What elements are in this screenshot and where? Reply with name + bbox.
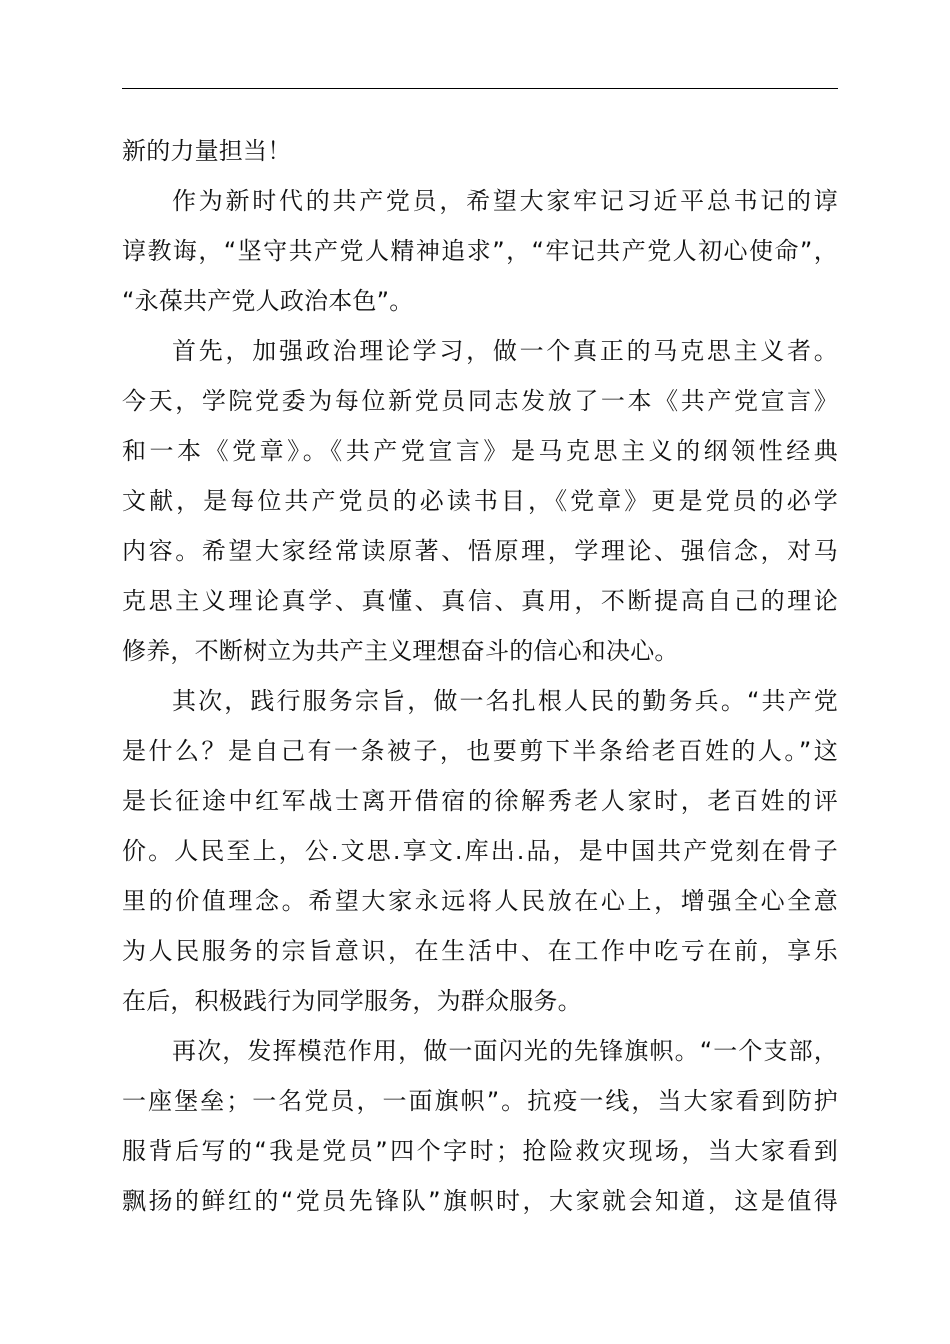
text-line: 一座堡垒；一名党员，一面旗帜”。抗疫一线，当大家看到防护 (122, 1087, 838, 1115)
text-line: 是长征途中红军战士离开借宿的徐解秀老人家时，老百姓的评 (122, 787, 838, 815)
text-line: 其次，践行服务宗旨，做一名扎根人民的勤务兵。“共产党 (172, 687, 838, 715)
text-line: 为人民服务的宗旨意识，在生活中、在工作中吃亏在前，享乐 (122, 937, 838, 965)
text-line: 在后，积极践行为同学服务，为群众服务。 (122, 987, 582, 1015)
text-line: 克思主义理论真学、真懂、真信、真用，不断提高自己的理论 (122, 587, 838, 615)
text-line: 价。人民至上，公.文思.享文.库出.品，是中国共产党刻在骨子 (122, 837, 838, 865)
text-line: “永葆共产党人政治本色”。 (122, 287, 414, 315)
text-line: 首先，加强政治理论学习，做一个真正的马克思主义者。 (172, 337, 838, 365)
body-text (122, 126, 838, 1226)
text-line: 里的价值理念。希望大家永远将人民放在心上，增强全心全意 (122, 887, 838, 915)
text-line: 文献，是每位共产党员的必读书目，《党章》更是党员的必学 (122, 487, 838, 515)
text-line: 谆教诲，“坚守共产党人精神追求”，“牢记共产党人初心使命”， (122, 237, 838, 265)
text-line: 今天，学院党委为每位新党员同志发放了一本《共产党宣言》 (122, 387, 838, 415)
text-line: 服背后写的“我是党员”四个字时；抢险救灾现场，当大家看到 (122, 1137, 838, 1165)
text-line: 修养，不断树立为共产主义理想奋斗的信心和决心。 (122, 637, 679, 665)
text-line: 作为新时代的共产党员，希望大家牢记习近平总书记的谆 (172, 187, 838, 215)
header-rule (122, 88, 838, 89)
text-line: 是什么？是自己有一条被子，也要剪下半条给老百姓的人。”这 (122, 737, 838, 765)
text-line: 飘扬的鲜红的“党员先锋队”旗帜时，大家就会知道，这是值得 (122, 1187, 838, 1215)
text-line: 和一本《党章》。《共产党宣言》是马克思主义的纲领性经典 (122, 437, 838, 465)
text-line: 新的力量担当！ (122, 137, 292, 165)
text-line: 再次，发挥模范作用，做一面闪光的先锋旗帜。“一个支部， (172, 1037, 838, 1065)
text-line: 内容。希望大家经常读原著、悟原理，学理论、强信念，对马 (122, 537, 838, 565)
